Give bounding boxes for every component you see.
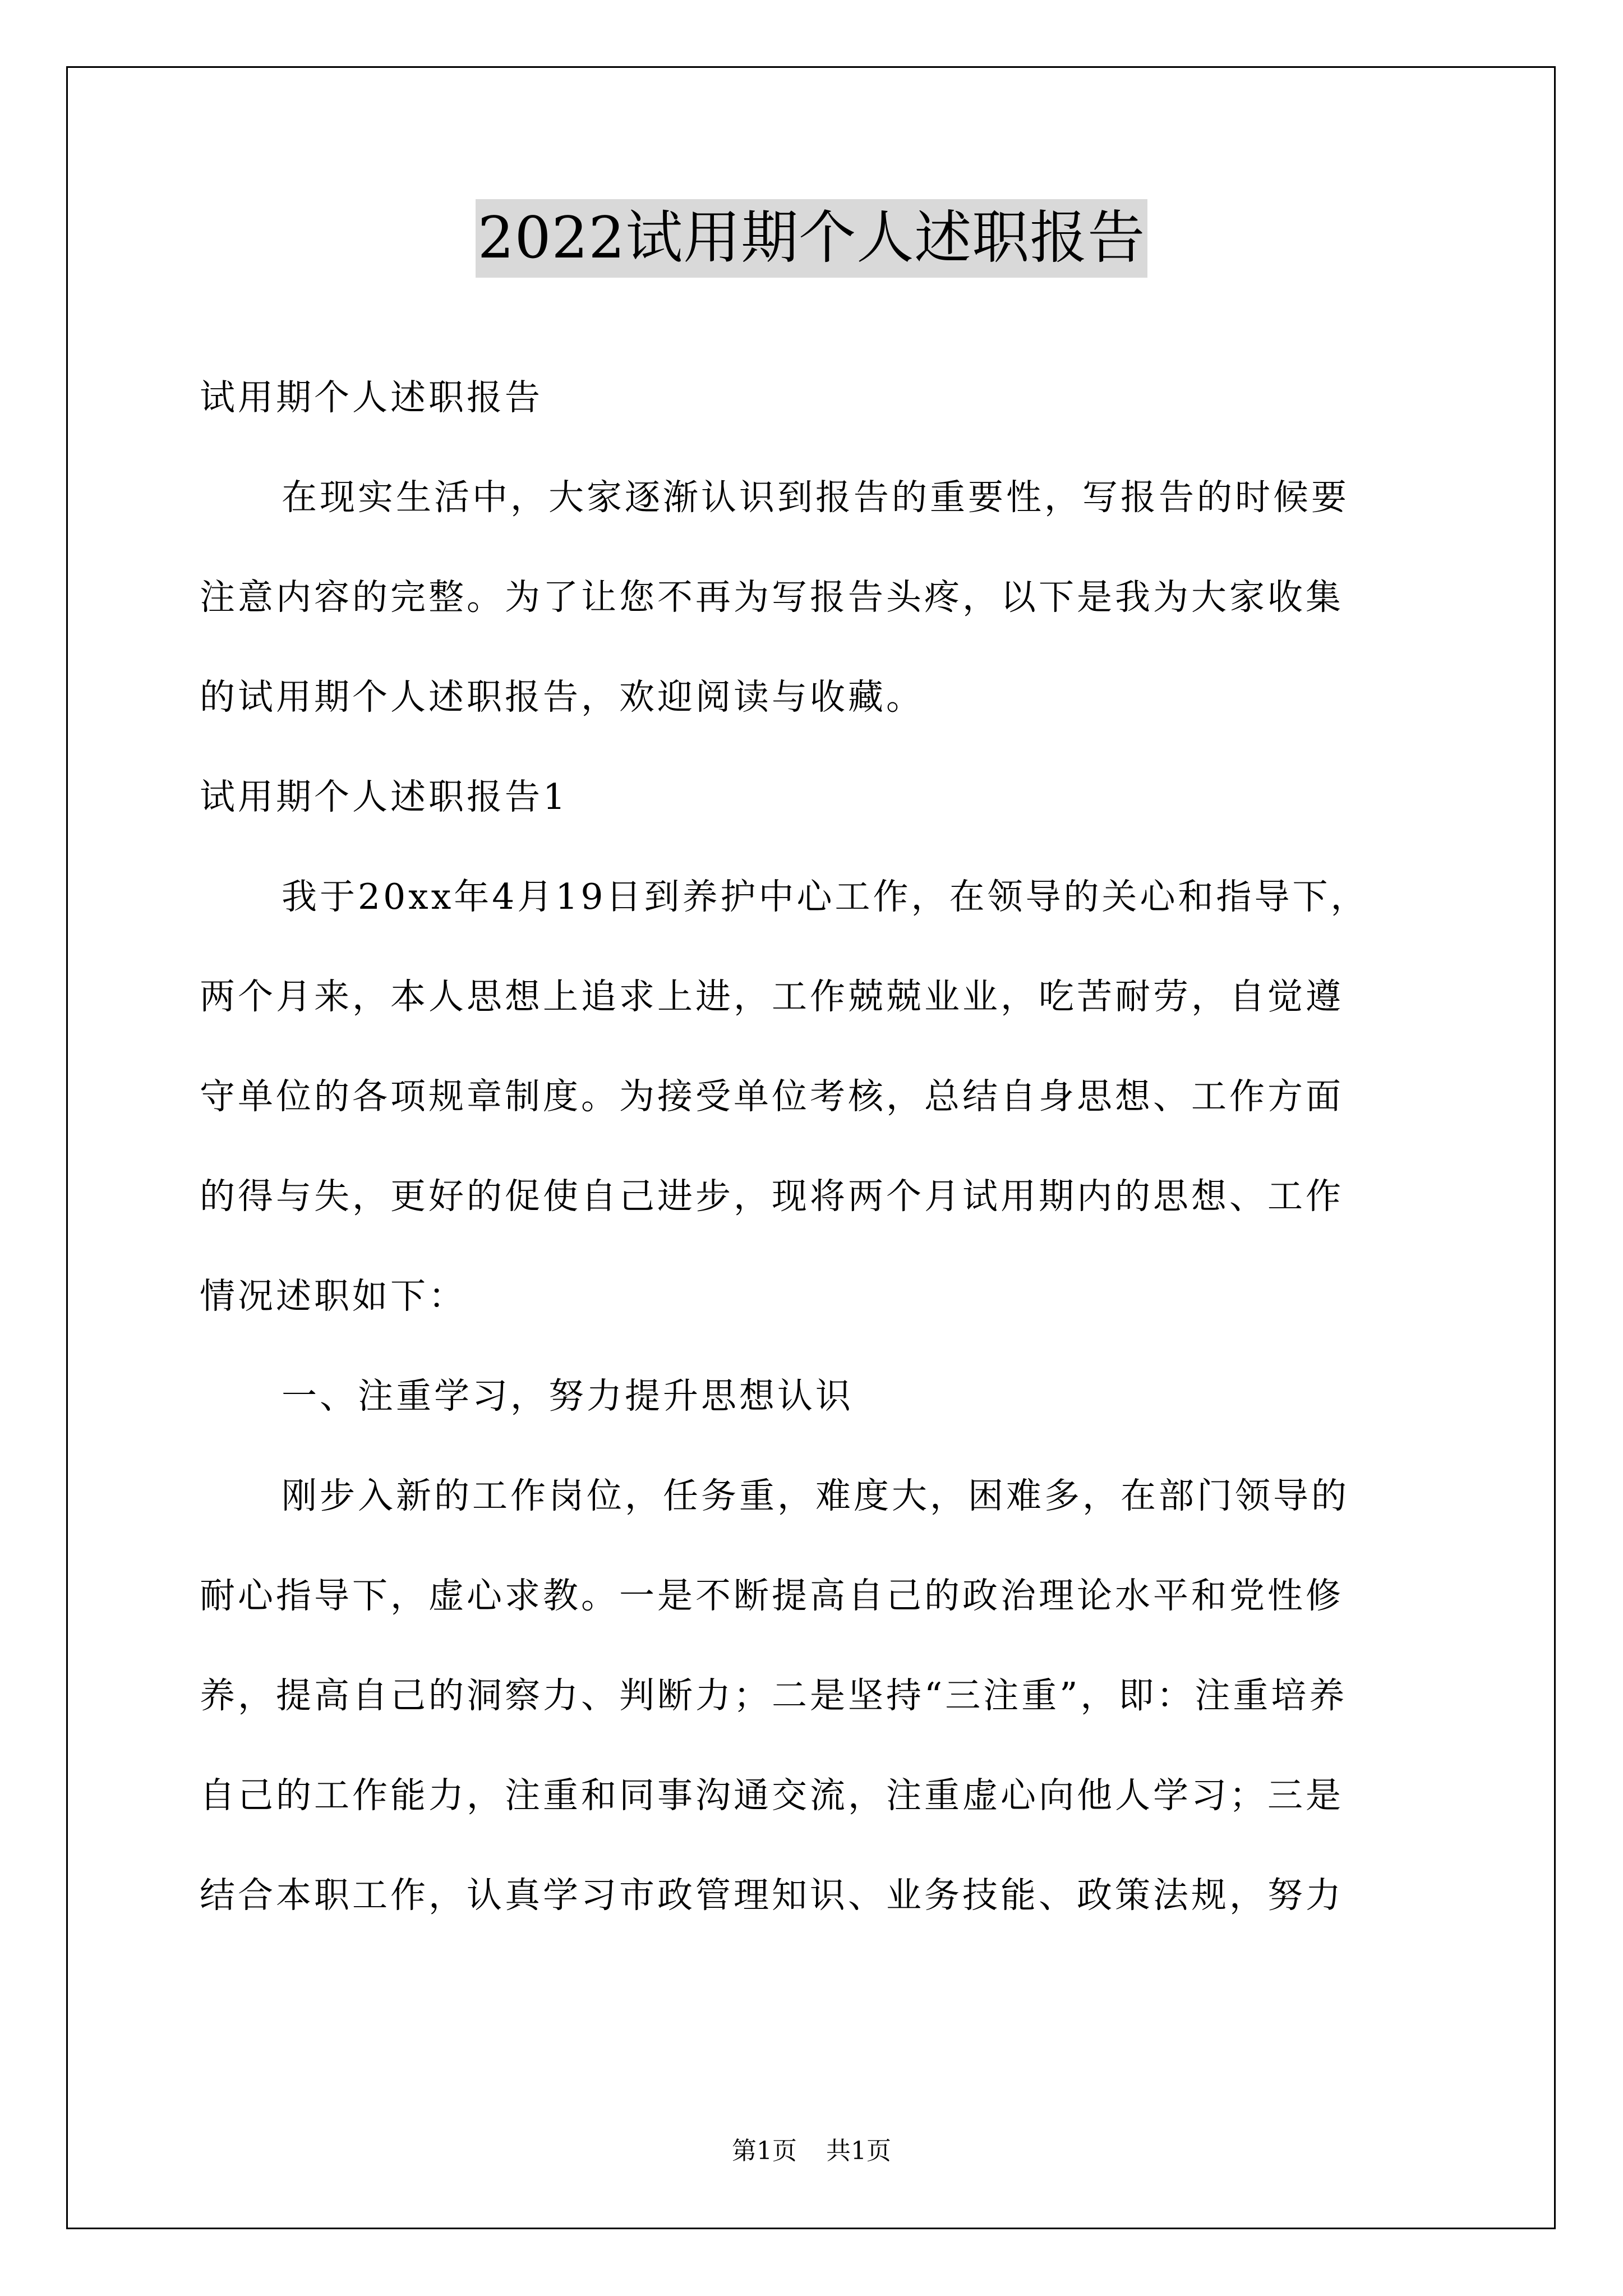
- body-line: 注意内容的完整。为了让您不再为写报告头疼，以下是我为大家收集: [200, 577, 1344, 618]
- body-line: 守单位的各项规章制度。为接受单位考核，总结自身思想、工作方面: [200, 1076, 1344, 1117]
- section-heading: 一、注重学习，努力提升思想认识: [282, 1375, 854, 1416]
- page-total: 共1页: [826, 2137, 891, 2165]
- body-line: 的试用期个人述职报告，欢迎阅读与收藏。: [200, 677, 924, 717]
- body-line: 养，提高自己的洞察力、判断力；二是坚持“三注重”，即：注重培养: [200, 1675, 1348, 1716]
- body-line: 的得与失，更好的促使自己进步，现将两个月试用期内的思想、工作: [200, 1176, 1344, 1217]
- document-title: 2022试用期个人述职报告: [476, 199, 1148, 278]
- page-number: 第1页: [732, 2137, 797, 2165]
- title-container: [0, 199, 1623, 278]
- body-line: 试用期个人述职报告: [200, 377, 543, 418]
- body-line: 自己的工作能力，注重和同事沟通交流，注重虚心向他人学习；三是: [200, 1775, 1344, 1816]
- body-line: 刚步入新的工作岗位，任务重，难度大，困难多，在部门领导的: [282, 1475, 1349, 1516]
- body-line: 试用期个人述职报告1: [200, 776, 569, 817]
- document-body: [200, 348, 1433, 1945]
- body-line: 耐心指导下，虚心求教。一是不断提高自己的政治理论水平和党性修: [200, 1575, 1344, 1616]
- page-footer: [0, 2134, 1623, 2168]
- body-line: 在现实生活中，大家逐渐认识到报告的重要性，写报告的时候要: [282, 477, 1349, 518]
- body-line: 我于20xx年4月19日到养护中心工作，在领导的关心和指导下，: [282, 876, 1369, 917]
- body-line: 结合本职工作，认真学习市政管理知识、业务技能、政策法规，努力: [200, 1875, 1344, 1916]
- body-line: 两个月来，本人思想上追求上进，工作兢兢业业，吃苦耐劳，自觉遵: [200, 976, 1344, 1017]
- body-line: 情况述职如下：: [200, 1276, 467, 1317]
